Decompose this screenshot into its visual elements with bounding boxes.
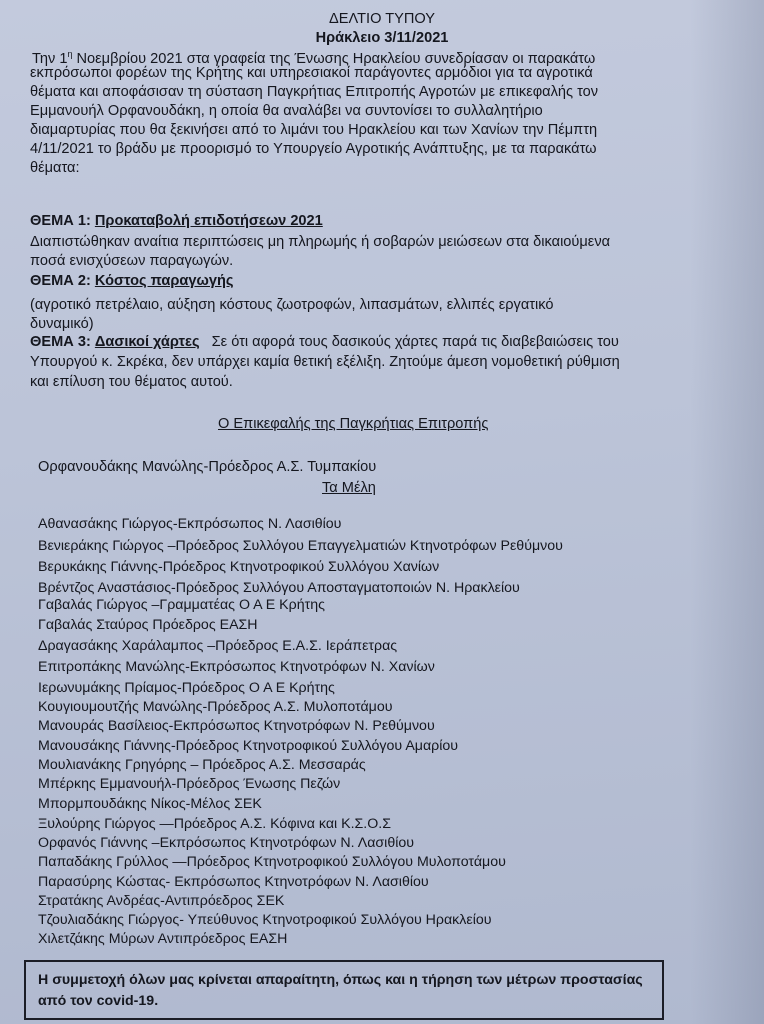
member-item: Μουλιανάκης Γρηγόρης – Πρόεδρος Α.Σ. Μεσσαράς [38,757,366,773]
member-item: Βρέντζος Αναστάσιος-Πρόεδρος Συλλόγου Αποσταγματοποιών Ν. Ηρακλείου [38,580,520,596]
member-item: Δραγασάκης Χαράλαμπος –Πρόεδρος Ε.Α.Σ. Ιεράπετρας [38,638,398,654]
intro-line-6: 4/11/2021 το βράδυ με προορισμό το Υπουργείο Αγροτικής Ανάπτυξης, με τα παρακάτω [30,141,597,157]
theme-3-label: ΘΕΜΑ 3: [30,334,91,350]
member-item: Μπορμπουδάκης Νίκος-Μέλος ΣΕΚ [38,796,262,812]
footer-line-1: Η συμμετοχή όλων μας κρίνεται απαραίτητη, όπως και η τήρηση των μέτρων προστασίας [38,972,643,988]
theme-3-line-1: Σε ότι αφορά τους δασικούς χάρτες παρά τις διαβεβαιώσεις του [211,334,619,350]
committee-head-name: Ορφανουδάκης Μανώλης-Πρόεδρος Α.Σ. Τυμπακίου [38,459,377,475]
theme-3-line-3: και επίλυση του θέματος αυτού. [30,374,233,390]
member-item: Μανουσάκης Γιάννης-Πρόεδρος Κτηνοτροφικού Συλλόγου Αμαρίου [38,738,459,754]
theme-2-line-1: (αγροτικό πετρέλαιο, αύξηση κόστους ζωοτροφών, λιπασμάτων, ελλιπές εργατικό [30,297,554,313]
theme-1-line-2: ποσά ενισχύσεων παραγωγών. [30,253,234,269]
member-item: Ορφανός Γιάννης –Εκπρόσωπος Κτηνοτρόφων Ν. Λασιθίου [38,835,415,851]
theme-1-title: Προκαταβολή επιδοτήσεων 2021 [94,213,323,229]
footer-notice-box [24,960,664,1020]
member-item: Βερυκάκης Γιάννης-Πρόεδρος Κτηνοτροφικού Συλλόγου Χανίων [38,559,440,575]
paper-fold-shadow [690,0,764,1024]
committee-members-title: Τα Μέλη [322,480,376,496]
document-title: ΔΕΛΤΙΟ ΤΥΠΟΥ [328,11,436,27]
theme-1-label: ΘΕΜΑ 1: [30,213,91,229]
theme-3-line-2: Υπουργού κ. Σκρέκα, δεν υπάρχει καμία θετική εξέλιξη. Ζητούμε άμεση νομοθετική ρύθμιση [30,354,620,370]
member-item: Γαβαλάς Σταύρος Πρόεδρος ΕΑΣΗ [38,617,258,633]
intro-line-4: Εμμανουήλ Ορφανουδάκη, η οποία θα αναλάβει να συντονίσει το συλλαλητήριο [30,103,543,119]
theme-2-label: ΘΕΜΑ 2: [30,273,91,289]
member-item: Ξυλούρης Γιώργος —Πρόεδρος Α.Σ. Κόφινα και Κ.Σ.Ο.Σ [38,816,391,832]
member-item: Στρατάκης Ανδρέας-Αντιπρόεδρος ΣΕΚ [38,893,285,909]
member-item: Μανουράς Βασίλειος-Εκπρόσωπος Κτηνοτρόφων Ν. Ρεθύμνου [38,718,435,734]
intro-line-5: διαμαρτυρίας που θα ξεκινήσει από το λιμάνι του Ηρακλείου και των Χανίων την Πέμπτη [30,122,598,138]
member-item: Παρασύρης Κώστας- Εκπρόσωπος Κτηνοτρόφων Ν. Λασιθίου [38,874,429,890]
member-item: Ιερωνυμάκης Πρίαμος-Πρόεδρος Ο Α Ε Κρήτης [38,680,335,696]
member-item: Γαβαλάς Γιώργος –Γραμματέας Ο Α Ε Κρήτης [38,597,325,613]
intro-line-2: εκπρόσωποι φορέων της Κρήτης και υπηρεσιακοί παράγοντες αρμόδιοι για τα αγροτικά [30,65,593,81]
footer-line-2: από τον covid-19. [38,993,159,1009]
theme-3-title: Δασικοί χάρτες [94,334,200,350]
member-item: Βενιεράκης Γιώργος –Πρόεδρος Συλλόγου Επαγγελματιών Κτηνοτρόφων Ρεθύμνου [38,538,563,554]
intro-line-1: Την $1^\eta$ Νοεμβρίου 2021 στα γραφεία της Ένωσης Ηρακλείου συνεδρίασαν οι παρακάτω [32,49,596,67]
intro-line-7: θέματα: [30,160,80,176]
member-item: Χιλετζάκης Μύρων Αντιπρόεδρος ΕΑΣΗ [38,931,288,947]
member-item: Αθανασάκης Γιώργος-Εκπρόσωπος Ν. Λασιθίου [38,516,342,532]
member-item: Παπαδάκης Γρύλλος —Πρόεδρος Κτηνοτροφικού Συλλόγου Μυλοποτάμου [38,854,506,870]
committee-head-title: Ο Επικεφαλής της Παγκρήτιας Επιτροπής [218,416,489,432]
theme-2-heading [30,272,233,290]
theme-2-line-2: δυναμικό) [30,316,94,332]
place-date: Ηράκλειο 3/11/2021 [315,30,449,46]
member-item: Επιτροπάκης Μανώλης-Εκπρόσωπος Κτηνοτρόφων Ν. Χανίων [38,659,435,675]
member-item: Μπέρκης Εμμανουήλ-Πρόεδρος Ένωσης Πεζών [38,776,341,792]
intro-line-3: θέματα και αποφάσισαν τη σύσταση Παγκρήτιας Επιτροπής Αγροτών με επικεφαλής τον [30,84,599,100]
theme-2-title: Κόστος παραγωγής [94,273,234,289]
theme-1-heading [30,212,323,230]
member-item: Κουγιουμουτζής Μανώλης-Πρόεδρος Α.Σ. Μυλοποτάμου [38,699,393,715]
theme-1-line-1: Διαπιστώθηκαν αναίτια περιπτώσεις μη πληρωμής ή σοβαρών μειώσεων στα δικαιούμενα [30,234,611,250]
member-item: Τζουλιαδάκης Γιώργος- Υπεύθυνος Κτηνοτροφικού Συλλόγου Ηρακλείου [38,912,492,928]
theme-3-heading [30,333,619,351]
